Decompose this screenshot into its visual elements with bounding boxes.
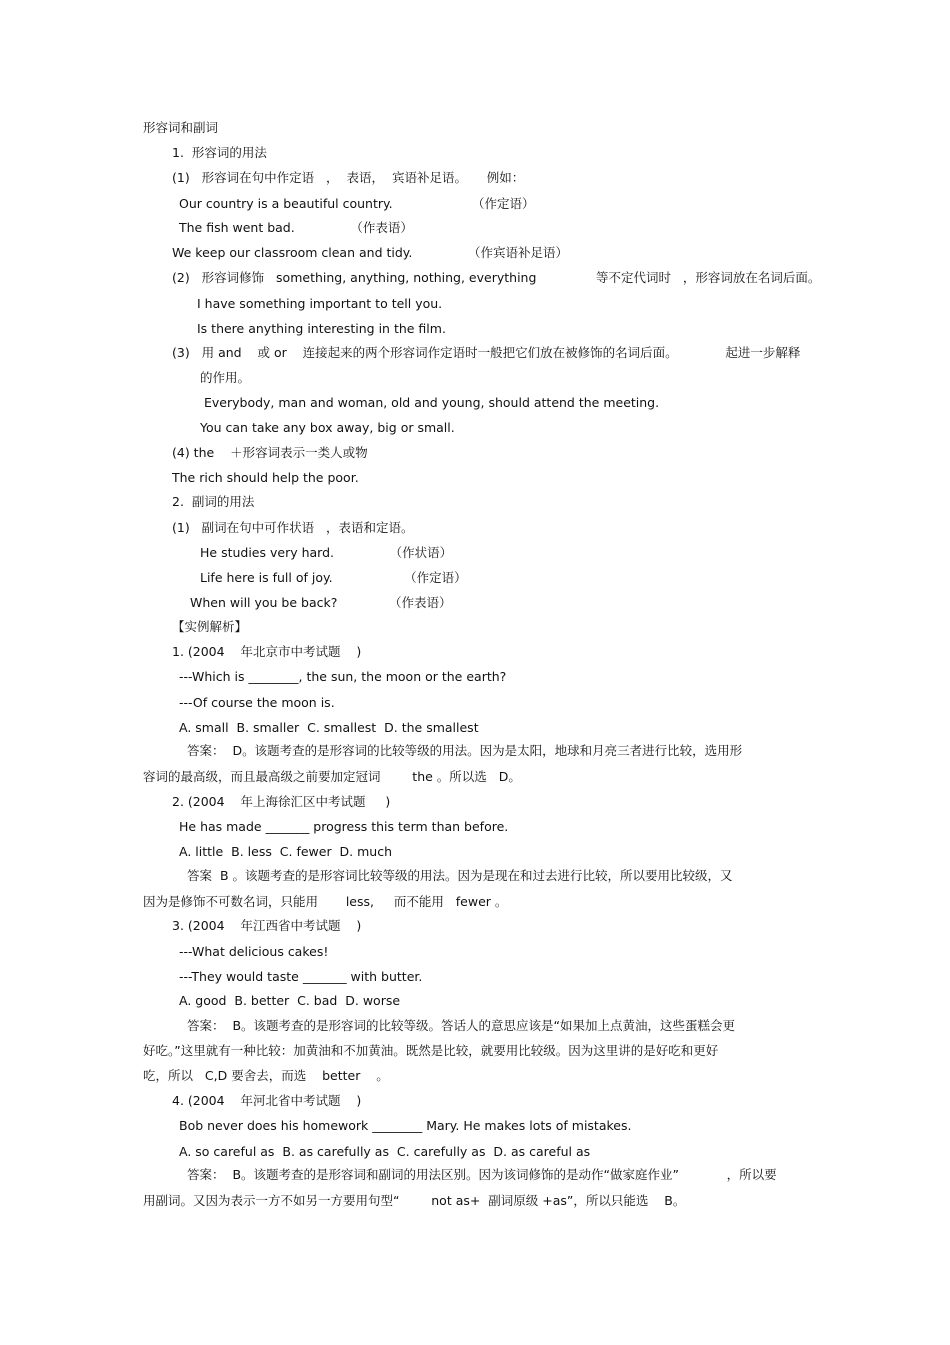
text-line: 答案： B。该题考查的是形容词的比较等级。答话人的意思应该是“如果加上点黄油，这些蛋糕会更 xyxy=(187,1018,735,1033)
text-line: 容词的最高级，而且最高级之前要加定冠词 the 。所以选 D。 xyxy=(143,769,521,784)
text-line: 3. (2004 年江西省中考试题 ) xyxy=(172,918,362,933)
text-line: 形容词和副词 xyxy=(143,120,219,135)
text-line: ---Which is ________, the sun, the moon or the earth? xyxy=(179,669,507,684)
text-line: A. so careful as B. as carefully as C. carefully as D. as careful as xyxy=(179,1144,591,1159)
text-line: (1) 副词在句中可作状语 ，表语和定语。 xyxy=(172,520,414,535)
text-line: ---They would taste _______ with butter. xyxy=(179,969,423,984)
text-line: Our country is a beautiful country. （作定语） xyxy=(179,196,535,211)
text-line: The rich should help the poor. xyxy=(172,470,359,485)
text-line: 1. 形容词的用法 xyxy=(172,145,267,160)
text-line: Life here is full of joy. （作定语） xyxy=(200,570,467,585)
text-line: ---Of course the moon is. xyxy=(179,695,335,710)
text-line: A. small B. smaller C. smallest D. the smallest xyxy=(179,720,479,735)
text-line: (3) 用 and 或 or 连接起来的两个形容词作定语时一般把它们放在被修饰的名词后面。 起进一步解释 xyxy=(172,345,801,360)
text-line: 2. 副词的用法 xyxy=(172,494,255,509)
text-line: (2) 形容词修饰 something, anything, nothing, everything 等不定代词时 ，形容词放在名词后面。 xyxy=(172,270,821,285)
text-line: 1. (2004 年北京市中考试题 ) xyxy=(172,644,362,659)
text-line: 2. (2004 年上海徐汇区中考试题 ) xyxy=(172,794,391,809)
text-line: 吃，所以 C,D 要舍去，而选 better 。 xyxy=(143,1068,389,1083)
text-line: You can take any box away, big or small. xyxy=(200,420,455,435)
text-line: (4) the ＋形容词表示一类人或物 xyxy=(172,445,368,460)
text-line: 4. (2004 年河北省中考试题 ) xyxy=(172,1093,362,1108)
text-line: We keep our classroom clean and tidy. （作宾语补足语） xyxy=(172,245,569,260)
text-line: 因为是修饰不可数名词，只能用 less, 而不能用 fewer 。 xyxy=(143,894,508,909)
text-line: The fish went bad. （作表语） xyxy=(179,220,413,235)
text-line: 好吃。”这里就有一种比较：加黄油和不加黄油。既然是比较，就要用比较级。因为这里讲的是好吃和更好 xyxy=(143,1043,719,1058)
text-line: I have something important to tell you. xyxy=(197,296,443,311)
text-line: 的作用。 xyxy=(200,370,251,385)
text-line: A. good B. better C. bad D. worse xyxy=(179,993,401,1008)
text-line: 答案： D。该题考查的是形容词的比较等级的用法。因为是太阳，地球和月亮三者进行比较，选用形 xyxy=(187,743,743,758)
text-line: A. little B. less C. fewer D. much xyxy=(179,844,393,859)
text-line: 答案 B 。该题考查的是形容词比较等级的用法。因为是现在和过去进行比较，所以要用比较级，又 xyxy=(187,868,733,883)
text-line: ---What delicious cakes! xyxy=(179,944,329,959)
text-line: (1) 形容词在句中作定语 ， 表语， 宾语补足语。 例如： xyxy=(172,170,525,185)
text-line: 用副词。又因为表示一方不如另一方要用句型“ not as+ 副词原级 +as”，所以只能选 B。 xyxy=(143,1193,686,1208)
text-line: He has made _______ progress this term than before. xyxy=(179,819,509,834)
text-line: 【实例解析】 xyxy=(172,619,248,634)
text-line: Is there anything interesting in the film. xyxy=(197,321,446,336)
text-line: When will you be back? （作表语） xyxy=(190,595,452,610)
text-line: Bob never does his homework ________ Mary. He makes lots of mistakes. xyxy=(179,1118,632,1133)
text-line: He studies very hard. （作状语） xyxy=(200,545,453,560)
text-line: Everybody, man and woman, old and young, should attend the meeting. xyxy=(204,395,660,410)
text-line: 答案： B。该题考查的是形容词和副词的用法区别。因为该词修饰的是动作“做家庭作业” ，所以要 xyxy=(187,1167,777,1182)
